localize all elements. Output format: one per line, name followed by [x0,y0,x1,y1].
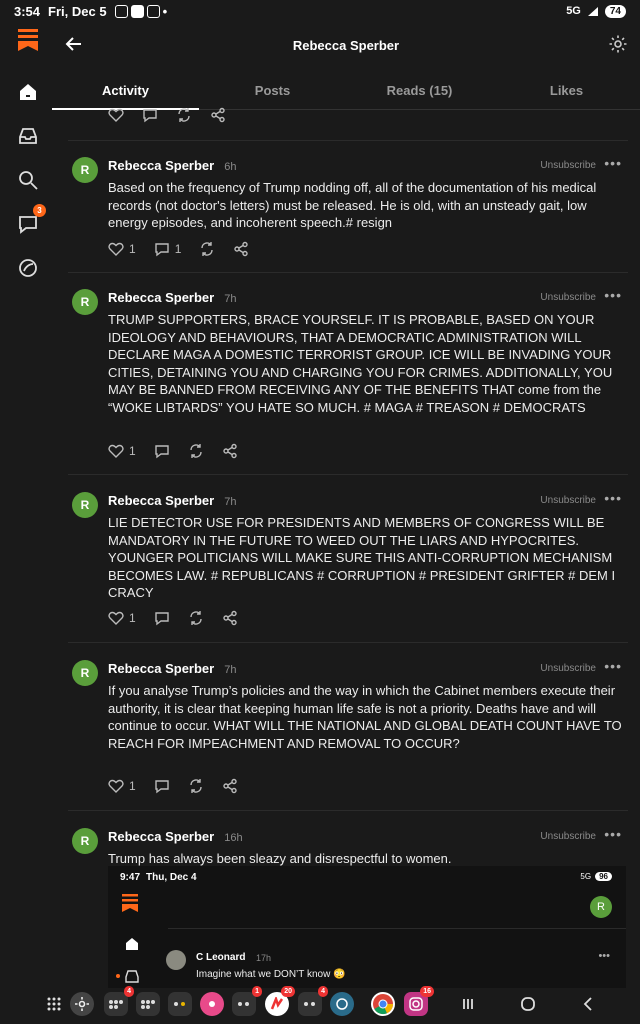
app-folder-icon[interactable] [298,988,325,1016]
instagram-app-icon[interactable] [404,988,431,1016]
like-button[interactable] [108,241,136,257]
nested-home-icon [124,936,140,952]
share-button[interactable] [222,610,238,626]
nested-notification-dot [116,974,120,978]
unsubscribe-button[interactable]: Unsubscribe [540,495,596,506]
nested-time: 9:47 [120,872,141,883]
like-button[interactable] [108,778,136,794]
notes-icon[interactable] [14,254,42,282]
screenshot-icon [115,5,128,18]
system-nav-bar [0,984,640,1024]
more-dot-icon: • [162,3,168,19]
avatar[interactable]: R [72,660,98,686]
nested-more-icon: ••• [598,950,610,962]
unsubscribe-button[interactable]: Unsubscribe [540,292,596,303]
more-options-icon[interactable]: ••• [604,490,622,506]
notification-icons [115,4,168,19]
inbox-icon[interactable] [14,122,42,150]
comment-button[interactable] [154,443,170,459]
post-card[interactable] [68,140,628,272]
author-name[interactable]: Rebecca Sperber [108,493,215,508]
like-count: 1 [129,611,136,625]
author-name[interactable]: Rebecca Sperber [108,661,215,676]
post-header [108,493,236,508]
unsubscribe-button[interactable]: Unsubscribe [540,663,596,674]
search-icon[interactable] [14,166,42,194]
post-time: 16h [224,832,243,844]
back-button-icon[interactable] [578,994,598,1014]
nested-status-left [120,872,197,883]
nested-substack-logo-icon [122,894,138,912]
app-badge: 4 [318,986,328,997]
app-badge: 4 [124,986,134,997]
like-button[interactable] [108,443,136,459]
post-actions [108,240,267,258]
top-bar [52,22,640,68]
post-card[interactable] [68,272,628,472]
chat-badge: 3 [33,204,46,217]
status-time: 3:54 [14,3,41,19]
app-folder-icon[interactable] [136,992,160,1016]
author-name[interactable]: Rebecca Sperber [108,290,215,305]
more-options-icon[interactable]: ••• [604,826,622,842]
like-button[interactable] [108,107,124,123]
restack-button[interactable] [176,107,192,123]
post-actions [108,777,256,795]
post-header [108,290,236,305]
restack-button[interactable] [188,778,204,794]
recent-apps-icon[interactable] [458,994,478,1014]
tab-likes[interactable]: Likes [549,83,584,98]
post-card[interactable] [68,810,628,870]
author-name[interactable]: Rebecca Sperber [108,829,215,844]
substack-logo-icon[interactable] [14,26,42,54]
more-options-icon[interactable]: ••• [604,658,622,674]
like-button[interactable] [108,610,136,626]
share-button[interactable] [233,241,249,257]
author-name[interactable]: Rebecca Sperber [108,158,215,173]
like-count: 1 [129,444,136,458]
nested-commenter-avatar [166,950,186,970]
app-badge: 16 [420,986,434,997]
comment-count: 1 [174,242,182,256]
nested-avatar: R [590,896,612,918]
chat-icon[interactable] [14,206,42,238]
gallery-app-icon[interactable] [200,992,224,1016]
page-title: Rebecca Sperber [292,38,400,53]
network-label: 5G [566,5,581,17]
post-time: 7h [224,293,237,305]
post-body: TRUMP SUPPORTERS, BRACE YOURSELF. IT IS PROBABLE, BASED ON YOUR IDEOLOGY AND BEHAVIOURS, THAT A DEMOCRATIC ADMINISTRATION WILL DECLARE MAGA A DOMESTIC TERRORIST GROUP. ICE WILL BE INVADING YOUR CITIES, DETAINING YOU AND CHARGING YOU FOR CRIMES. ADDITIONALLY, YOU MAY BE BANNED FROM RECEIVING ANY OF THE BENEFITS THAT come from the “WOKE LIBTARDS” YOU HATE SO MUCH. # MAGA # TREASON # DEMOCRATS [108,312,613,415]
tab-reads[interactable]: Reads (15) [386,83,453,98]
post-body: If you analyse Trump’s policies and the way in which the Cabinet members execute their authority, it is clear that keeping human life safe is not a priority. Deaths have and will continue to occur. WHAT WILL THE NATIONAL AND GLOBAL DEATH COUNT HAVE TO REACH FOR IMPEACHMENT AND REMOVAL TO OCCUR? [108,683,622,751]
instagram-icon [147,5,160,18]
unsubscribe-button[interactable]: Unsubscribe [540,160,596,171]
share-button[interactable] [210,107,226,123]
post-actions [108,442,256,460]
comment-button[interactable] [142,107,158,123]
previous-post-actions [108,106,244,124]
comment-button[interactable] [154,610,170,626]
post-body: Trump has always been sleazy and disrespectful to women. [108,851,452,866]
post-card[interactable] [68,642,628,810]
post-card[interactable] [68,474,628,642]
attached-screenshot[interactable] [108,866,626,988]
post-time: 6h [224,161,237,173]
home-button-icon[interactable] [518,994,538,1014]
nested-comment-text: Imagine what we DON’T know 😳 [196,969,346,980]
post-time: 7h [224,496,237,508]
battery-indicator: 74 [605,5,626,18]
restack-button[interactable] [188,610,204,626]
app-folder-icon[interactable] [232,988,259,1016]
app-folder-icon[interactable] [104,988,131,1016]
comment-button[interactable] [154,778,170,794]
nested-network: 5G [580,872,592,881]
settings-app-icon[interactable] [70,992,94,1016]
post-time: 7h [224,664,237,676]
restack-button[interactable] [188,443,204,459]
n-app-icon [131,5,144,18]
comment-button[interactable] [154,241,182,257]
unsubscribe-button[interactable]: Unsubscribe [540,831,596,842]
post-header [108,829,243,844]
signal-icon [587,6,599,17]
news-app-icon[interactable] [265,988,292,1016]
share-button[interactable] [222,443,238,459]
nested-battery: 96 [595,872,612,881]
nested-inbox-icon [124,968,140,984]
post-body: Based on the frequency of Trump nodding off, all of the documentation of his medical records (not doctor's letters) must be released. He is old, with an unsteady gait, low energy episodes, and incoherent speech.# resign [108,180,597,230]
post-header [108,661,236,676]
like-count: 1 [129,779,136,793]
avatar[interactable]: R [72,289,98,315]
nested-date: Thu, Dec 4 [146,872,197,883]
nested-divider [168,928,626,929]
app-badge: 1 [252,986,262,997]
app-folder-icon[interactable] [168,992,192,1016]
like-count: 1 [129,242,136,256]
post-actions [108,609,256,627]
app-icon[interactable] [330,992,354,1016]
nested-status-right [580,872,612,881]
gear-icon[interactable] [608,34,628,54]
more-options-icon[interactable]: ••• [604,155,622,171]
more-options-icon[interactable]: ••• [604,287,622,303]
nested-comment-time: 17h [256,953,272,963]
tab-posts[interactable]: Posts [254,83,291,98]
tab-activity[interactable]: Activity [52,76,199,109]
avatar[interactable]: R [72,492,98,518]
app-drawer-icon[interactable] [42,992,66,1016]
app-badge: 20 [281,986,295,997]
home-icon[interactable] [14,78,42,106]
restack-button[interactable] [199,241,215,257]
sidebar [0,22,58,982]
chrome-icon[interactable] [371,992,395,1016]
profile-tabs [52,76,640,110]
status-bar [0,0,640,22]
avatar[interactable]: R [72,157,98,183]
post-header [108,158,236,173]
share-button[interactable] [222,778,238,794]
status-date: Fri, Dec 5 [48,3,107,19]
post-body: LIE DETECTOR USE FOR PRESIDENTS AND MEMBERS OF CONGRESS WILL BE MANDATORY IN THE FUTURE TO WEED OUT THE LIARS AND HYPOCRITES. YOUNGER POLITICIANS WILL MAKE SURE THIS ANTI-CORRUPTION MECHANISM BECOMES LAW. # REPUBLICANS # CORRUPTION # PRESIDENT GRIFTER # DEM I CRACY [108,515,616,600]
avatar[interactable]: R [72,828,98,854]
nested-comment-author: C Leonard [196,952,246,963]
